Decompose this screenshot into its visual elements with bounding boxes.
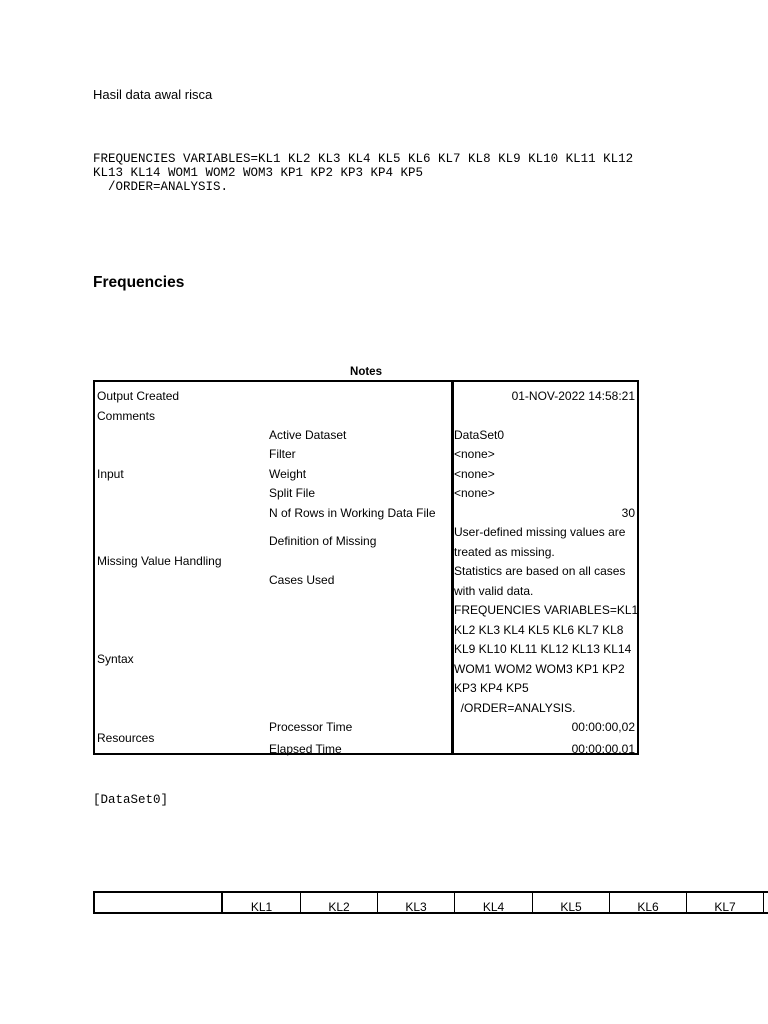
output-created-value: 01-NOV-2022 14:58:21 xyxy=(511,389,635,403)
frequencies-heading: Frequencies xyxy=(93,274,185,291)
column-header: KL1 xyxy=(221,893,300,914)
active-dataset-value: DataSet0 xyxy=(454,428,505,442)
definition-of-missing-value-line: User-defined missing values are xyxy=(454,525,626,539)
split-file-label: Split File xyxy=(269,486,316,500)
weight-value: <none> xyxy=(454,467,495,481)
notes-table-caption: Notes xyxy=(350,366,382,378)
column-header: KL2 xyxy=(300,893,377,914)
split-file-value: <none> xyxy=(454,486,495,500)
syntax-line: KL13 KL14 WOM1 WOM2 WOM3 KP1 KP2 KP3 KP4 KP5 xyxy=(93,166,424,180)
syntax-value-line: /ORDER=ANALYSIS. xyxy=(454,701,576,715)
weight-label: Weight xyxy=(269,467,307,481)
column-header: KL7 xyxy=(686,893,763,914)
definition-of-missing-label: Definition of Missing xyxy=(269,534,377,548)
elapsed-time-label: Elapsed Time xyxy=(269,742,342,756)
elapsed-time-value: 00:00:00,01 xyxy=(571,742,635,756)
header-blank-cell xyxy=(95,893,221,914)
n-rows-value: 30 xyxy=(621,506,635,520)
filter-label: Filter xyxy=(269,447,296,461)
syntax-line: /ORDER=ANALYSIS. xyxy=(93,180,229,194)
processor-time-value: 00:00:00,02 xyxy=(571,720,635,734)
document-title: Hasil data awal risca xyxy=(93,87,213,102)
column-header: KL3 xyxy=(377,893,454,914)
resources-label: Resources xyxy=(97,731,155,745)
notes-table xyxy=(93,380,639,755)
comments-label: Comments xyxy=(97,409,156,423)
active-dataset-label: Active Dataset xyxy=(269,428,347,442)
cases-used-value-line: with valid data. xyxy=(454,584,534,598)
cases-used-label: Cases Used xyxy=(269,573,335,587)
column-header: KL4 xyxy=(454,893,532,914)
syntax-value-line: KP3 KP4 KP5 xyxy=(454,681,529,695)
cases-used-value-line: Statistics are based on all cases xyxy=(454,564,626,578)
syntax-value-line: WOM1 WOM2 WOM3 KP1 KP2 xyxy=(454,662,625,676)
filter-value: <none> xyxy=(454,447,495,461)
dataset-label: [DataSet0] xyxy=(93,793,169,807)
n-rows-label: N of Rows in Working Data File xyxy=(269,506,436,520)
definition-of-missing-value-line: treated as missing. xyxy=(454,545,555,559)
output-created-label: Output Created xyxy=(97,389,180,403)
syntax-value-line: FREQUENCIES VARIABLES=KL1 xyxy=(454,603,639,617)
input-label: Input xyxy=(97,467,124,481)
syntax-value-line: KL2 KL3 KL4 KL5 KL6 KL7 KL8 xyxy=(454,623,624,637)
syntax-line: FREQUENCIES VARIABLES=KL1 KL2 KL3 KL4 KL5 KL6 KL7 KL8 KL9 KL10 KL11 KL12 xyxy=(93,152,634,166)
column-header: KL5 xyxy=(532,893,609,914)
syntax-label: Syntax xyxy=(97,652,134,666)
syntax-value-line: KL9 KL10 KL11 KL12 KL13 KL14 xyxy=(454,642,632,656)
missing-value-handling-label: Missing Value Handling xyxy=(97,554,222,568)
processor-time-label: Processor Time xyxy=(269,720,353,734)
frequencies-table-header xyxy=(93,891,768,914)
column-header: KL6 xyxy=(609,893,686,914)
column-header-partial xyxy=(763,893,768,914)
syntax-block xyxy=(93,152,633,194)
